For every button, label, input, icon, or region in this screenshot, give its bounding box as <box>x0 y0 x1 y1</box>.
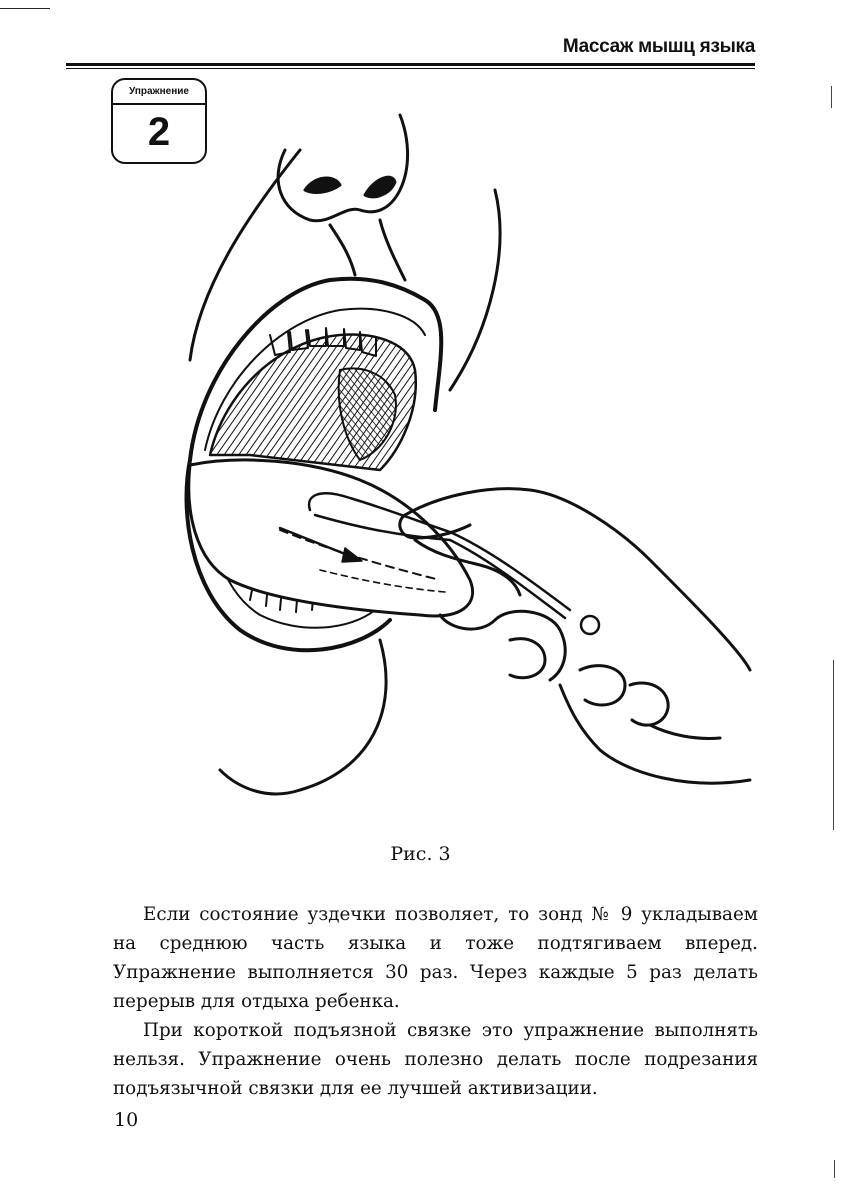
corner-line <box>0 8 50 9</box>
scan-edge-mark <box>834 1160 835 1178</box>
face-illustration <box>150 110 760 810</box>
scan-edge-mark <box>833 660 834 830</box>
paragraph-2: При короткой подъязной связке это упражнение выполнять нельзя. Упражнение очень полезно делать после подрезания подъязычной связки для ее лучшей активизации. <box>113 1020 758 1099</box>
exercise-number: 2 <box>147 110 171 154</box>
figure-caption: Рис. 3 <box>390 843 451 865</box>
cheek-line <box>450 190 500 390</box>
chin-line <box>220 640 386 794</box>
badge-divider <box>113 103 205 105</box>
paragraph-1: Если состояние уздечки позволяет, то зонд № 9 укладываем на среднюю часть языка и тоже подтягиваем вперед. Упражнение выполняется 30 раз. Через каждые 5 раз делать перерыв для отдыха ребенка. <box>113 904 758 1012</box>
exercise-label: Упражнение <box>129 86 189 97</box>
header-rule-thin <box>66 68 755 69</box>
face-outline <box>190 150 300 360</box>
philtrum <box>330 220 405 280</box>
scan-edge-mark <box>831 86 832 108</box>
body-text <box>113 900 758 1103</box>
hand <box>400 489 750 783</box>
running-head: Массаж мышц языка <box>562 36 755 57</box>
nose <box>278 115 407 221</box>
page-number: 10 <box>114 1109 139 1131</box>
header-rule-thick <box>66 63 755 66</box>
